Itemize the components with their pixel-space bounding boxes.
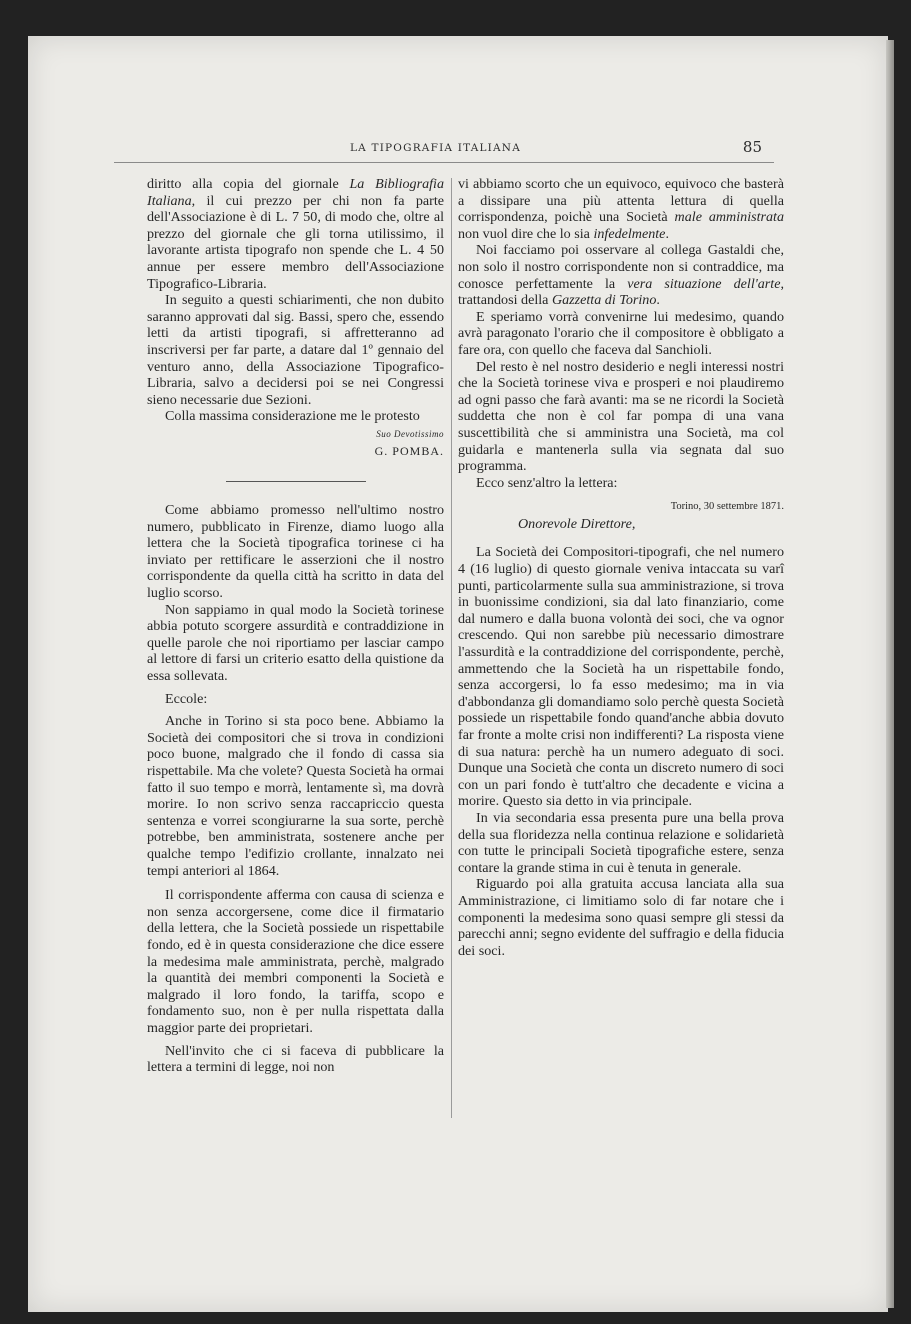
quoted-paragraph: Anche in Torino si sta poco bene. Abbiamo la Società dei compositori che si trova in condizioni poco buone, malgrado che il fondo di cassa sia rispettabile. Ma che volete? Questa Società ha ormai fatto il suo tempo e morrà, lentamente sì, ma dovrà morire. Io non scrivo senza raccapriccio questa sentenza e vorrei scongiurarne la sua sorte, perchè potrebbe, ben amministrata, sostenere anche per qualche tempo l'edifizio crollante, innalzato nei tempi anteriori al 1864. [147, 713, 444, 879]
paragraph: Colla massima considerazione me le protesto [165, 408, 420, 425]
section-separator [226, 481, 366, 482]
paragraph: In seguito a questi schiarimenti, che non dubito saranno approvati dal sig. Bassi, spero che, essendo letti da artisti tipografi, si affretteranno ad inscriversi per far parte, a datare dal 1º gennaio del venturo anno, della Associazione Tipografico-Libraria, salvo a decidersi poi se nei Congressi sieno necessarie due Sezioni. [147, 292, 444, 408]
paragraph: Nell'invito che ci si faceva di pubblicare la lettera a termini di legge, noi non [147, 1042, 444, 1076]
left-column [147, 176, 444, 1076]
letter-dateline: Torino, 30 settembre 1871. [670, 501, 784, 513]
letter-paragraph: La Società dei Compositori-tipografi, che nel numero 4 (16 luglio) di questo giornale veniva intaccata su varî punti, particolarmente sulla sua amministrazione, si trova in buonissime condizioni, sia dal lato finanziario, come dal numero e dalla buona volontà dei soci, che va ognor crescendo. Qui non sarebbe più necessario dimostrare l'assurdità e la contraddizione del corrispondente, perchè, ammettendo che la Società ha un rispettabile fondo, senza accorgersi, lo fa esso medesimo; ma in via d'abbondanza gli domandiamo solo perchè questa Società possiede un rispettabile fondo quand'anche abbia dovuto far fronte a molte crisi non indifferenti? La risposta viene di sua natura: perchè ha un numero adeguato di soci. Dunque una Società che conta un discreto numero di soci con un pari fondo è tutt'altro che decadente e vicina a morire. Questo sia detto in via principale. [458, 544, 784, 810]
paragraph [147, 176, 444, 292]
paragraph-text: , trattandosi della [458, 275, 784, 309]
paragraph-text: Noi facciamo poi osservare al collega Gastaldi che, non solo il nostro corrispondente non si contraddice, ma conosce perfettamente la [458, 242, 784, 292]
page-number: 85 [742, 138, 762, 156]
paragraph: Del resto è nel nostro desiderio e negli interessi nostri che la Società torinese viva e prosperi e noi plaudiremo ad ogni passo che farà avanti: ma se ne ricordi la Società suddetta che non è col far pompa di una vana suscettibilità che si amministra una Società, ma col guidarla e mantenerla sulla via segnata dal suo programma. [458, 358, 784, 475]
paragraph-text: non vuol dire che lo sia [458, 225, 594, 242]
right-column [458, 176, 784, 959]
column-divider [451, 178, 452, 1118]
paragraph-text: , il cui prezzo per chi non fa parte dell'Associazione è di L. 7 50, di modo che, oltre al prezzo del giornale che gli torna utilissimo, il lavorante artista tipografo non spende che L. 4 50 annue per essere membro dell'Associazione Tipografico-Libraria. [147, 192, 444, 292]
paragraph [458, 176, 784, 242]
emphasis: vera situazione dell'arte [627, 275, 781, 292]
letter-salutation: Onorevole Direttore, [518, 515, 636, 532]
paragraph: Il corrispondente afferma con causa di scienza e non senza accorgersene, come dice il firmatario della lettera, che la Società possiede un rispettabile fondo, ed è in questa considerazione che dice essere la medesima male amministrata, perchè, malgrado la quantità dei membri componenti la Società e malgrado il loro fondo, la tariffa, scopo e fondamento suo, non è per nulla rispettata dalla maggior parte dei proprietari. [147, 887, 444, 1036]
header-rule [114, 162, 774, 163]
paragraph: Eccole: [165, 690, 208, 707]
page-header [90, 138, 770, 162]
paragraph-text: . [656, 292, 660, 309]
paragraph: Come abbiamo promesso nell'ultimo nostro numero, pubblicato in Firenze, diamo luogo alla lettera che la Società tipografica torinese ci ha inviato per rettificare le asserzioni che il nostro corrispondente da quella città ha scritto in data del luglio scorso. [147, 502, 444, 602]
paragraph [458, 242, 784, 308]
letter-paragraph: Riguardo poi alla gratuita accusa lanciata alla sua Amministrazione, ci limitiamo solo di far notare che i componenti la medesima sono quasi sempre gli stessi da parecchi anni; segno evidente del suffragio e della fiducia dei soci. [458, 876, 784, 959]
signature-closing [147, 425, 444, 443]
signer-name: G. POMBA. [374, 443, 444, 458]
journal-title: La Bibliografia Italiana [147, 176, 444, 209]
emphasis: infedelmente [593, 225, 666, 242]
paragraph-text: . [665, 225, 669, 242]
letter-paragraph: In via secondaria essa presenta pure una bella prova della sua floridezza nella continua relazione e solidarietà con tutte le principali Società tipografiche estere, senza contare la grande stima in cui è tenuta in generale. [458, 809, 784, 876]
paragraph: Non sappiamo in qual modo la Società torinese abbia potuto scorgere assurdità e contraddizione in quelle parole che noi riportiamo per lasciar campo al lettore di farsi un criterio esatto della quistione da essa sollevata. [147, 601, 444, 685]
running-title: LA TIPOGRAFIA ITALIANA [350, 142, 521, 154]
page-edge [886, 40, 894, 1308]
signature-name [147, 443, 444, 460]
paragraph-text: vi abbiamo scorto che un equivoco, equivoco che basterà a dissipare una più attenta lettura di quella corrispondenza, poichè una Società [458, 176, 784, 226]
paragraph: Ecco senz'altro la lettera: [476, 474, 618, 491]
newspaper-title: Gazzetta di Torino [551, 292, 657, 309]
paragraph-text: diritto alla copia del giornale [147, 176, 350, 192]
emphasis: male amministrata [674, 209, 784, 226]
paragraph: E speriamo vorrà convenirne lui medesimo, quando avrà paragonato l'orario che il compositore è obbligato a fare ora, con quello che faceva dal Sanchioli. [458, 308, 784, 358]
closing-formula: Suo Devotissimo [376, 428, 444, 439]
